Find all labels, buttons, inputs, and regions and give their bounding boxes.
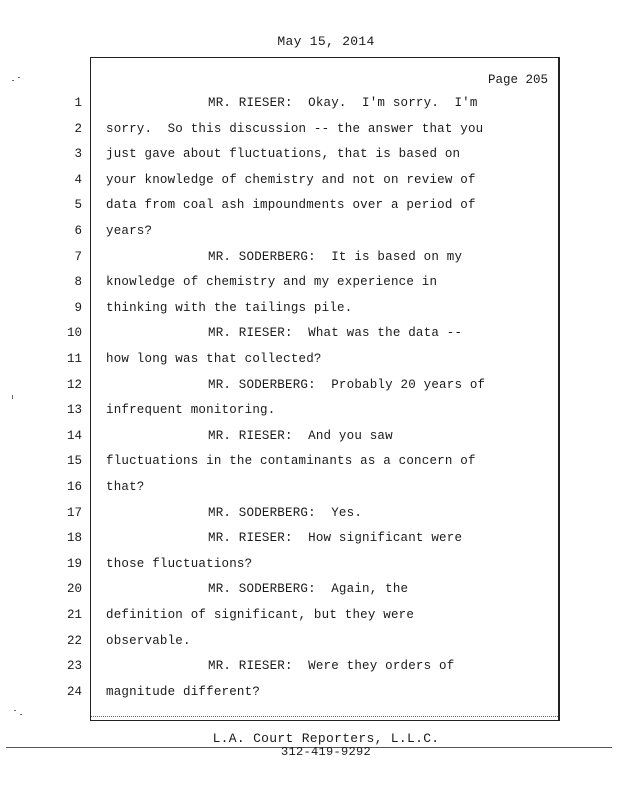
- line-number: 2: [74, 121, 82, 136]
- transcript-line: that?: [106, 480, 145, 494]
- line-number: 20: [66, 582, 82, 597]
- scan-speck: [14, 710, 16, 711]
- frame-bottom-dotted-line: [91, 716, 558, 717]
- line-number: 6: [74, 224, 82, 238]
- transcript-line: MR. SODERBERG: Yes.: [208, 505, 363, 520]
- scan-speck: [20, 714, 22, 715]
- transcript-line: fluctuations in the contaminants as a concern of: [106, 454, 476, 469]
- transcript-line: just gave about fluctuations, that is based on: [106, 147, 461, 162]
- line-number: 1: [74, 96, 82, 110]
- transcript-line: observable.: [106, 633, 191, 648]
- transcript-line: sorry. So this discussion -- the answer that you: [106, 121, 484, 136]
- scan-speck: [12, 395, 13, 399]
- line-number: 12: [66, 377, 82, 392]
- line-number: 11: [66, 352, 82, 366]
- transcript-line: definition of significant, but they were: [106, 608, 415, 622]
- page-number: Page 205: [487, 73, 548, 87]
- line-number: 15: [66, 454, 82, 469]
- line-number: 19: [66, 556, 82, 571]
- line-number: 21: [66, 608, 82, 622]
- footer-phone: 312-419-9292: [280, 745, 371, 759]
- transcript-line: MR. SODERBERG: It is based on my: [208, 249, 463, 264]
- scan-speck: [12, 80, 14, 81]
- line-number: 5: [74, 198, 82, 213]
- transcript-line: data from coal ash impoundments over a period of: [106, 198, 476, 213]
- line-number: 14: [66, 428, 82, 443]
- transcript-line: years?: [106, 224, 153, 238]
- line-number: 8: [74, 275, 82, 290]
- transcript-line: thinking with the tailings pile.: [106, 300, 353, 315]
- line-number: 16: [66, 480, 82, 494]
- transcript-line: knowledge of chemistry and my experience in: [106, 275, 438, 290]
- transcript-line: MR. RIESER: Okay. I'm sorry. I'm: [208, 96, 478, 110]
- line-number: 24: [66, 684, 82, 699]
- scan-speck: [18, 77, 20, 78]
- date-header: May 15, 2014: [277, 34, 375, 49]
- line-number: 13: [66, 403, 82, 418]
- line-number: 10: [66, 326, 82, 341]
- line-number: 3: [74, 147, 82, 162]
- line-number: 22: [66, 633, 82, 648]
- transcript-line: infrequent monitoring.: [106, 403, 276, 418]
- line-number: 18: [66, 531, 82, 546]
- transcript-line: MR. RIESER: And you saw: [208, 428, 393, 443]
- line-number: 23: [66, 659, 82, 674]
- transcript-line: your knowledge of chemistry and not on review of: [106, 172, 476, 187]
- footer-company: L.A. Court Reporters, L.L.C.: [212, 731, 440, 746]
- line-number: 9: [74, 300, 82, 315]
- line-number: 17: [66, 505, 82, 520]
- transcript-line: MR. SODERBERG: Again, the: [208, 582, 409, 597]
- line-number: 4: [74, 172, 82, 187]
- transcript-line: those fluctuations?: [106, 556, 253, 571]
- transcript-line: how long was that collected?: [106, 352, 322, 366]
- transcript-line: MR. SODERBERG: Probably 20 years of: [208, 377, 486, 392]
- transcript-line: magnitude different?: [106, 684, 261, 699]
- line-number: 7: [74, 249, 82, 264]
- transcript-line: MR. RIESER: How significant were: [208, 531, 463, 546]
- transcript-line: MR. RIESER: What was the data --: [208, 326, 463, 341]
- transcript-line: MR. RIESER: Were they orders of: [208, 659, 455, 674]
